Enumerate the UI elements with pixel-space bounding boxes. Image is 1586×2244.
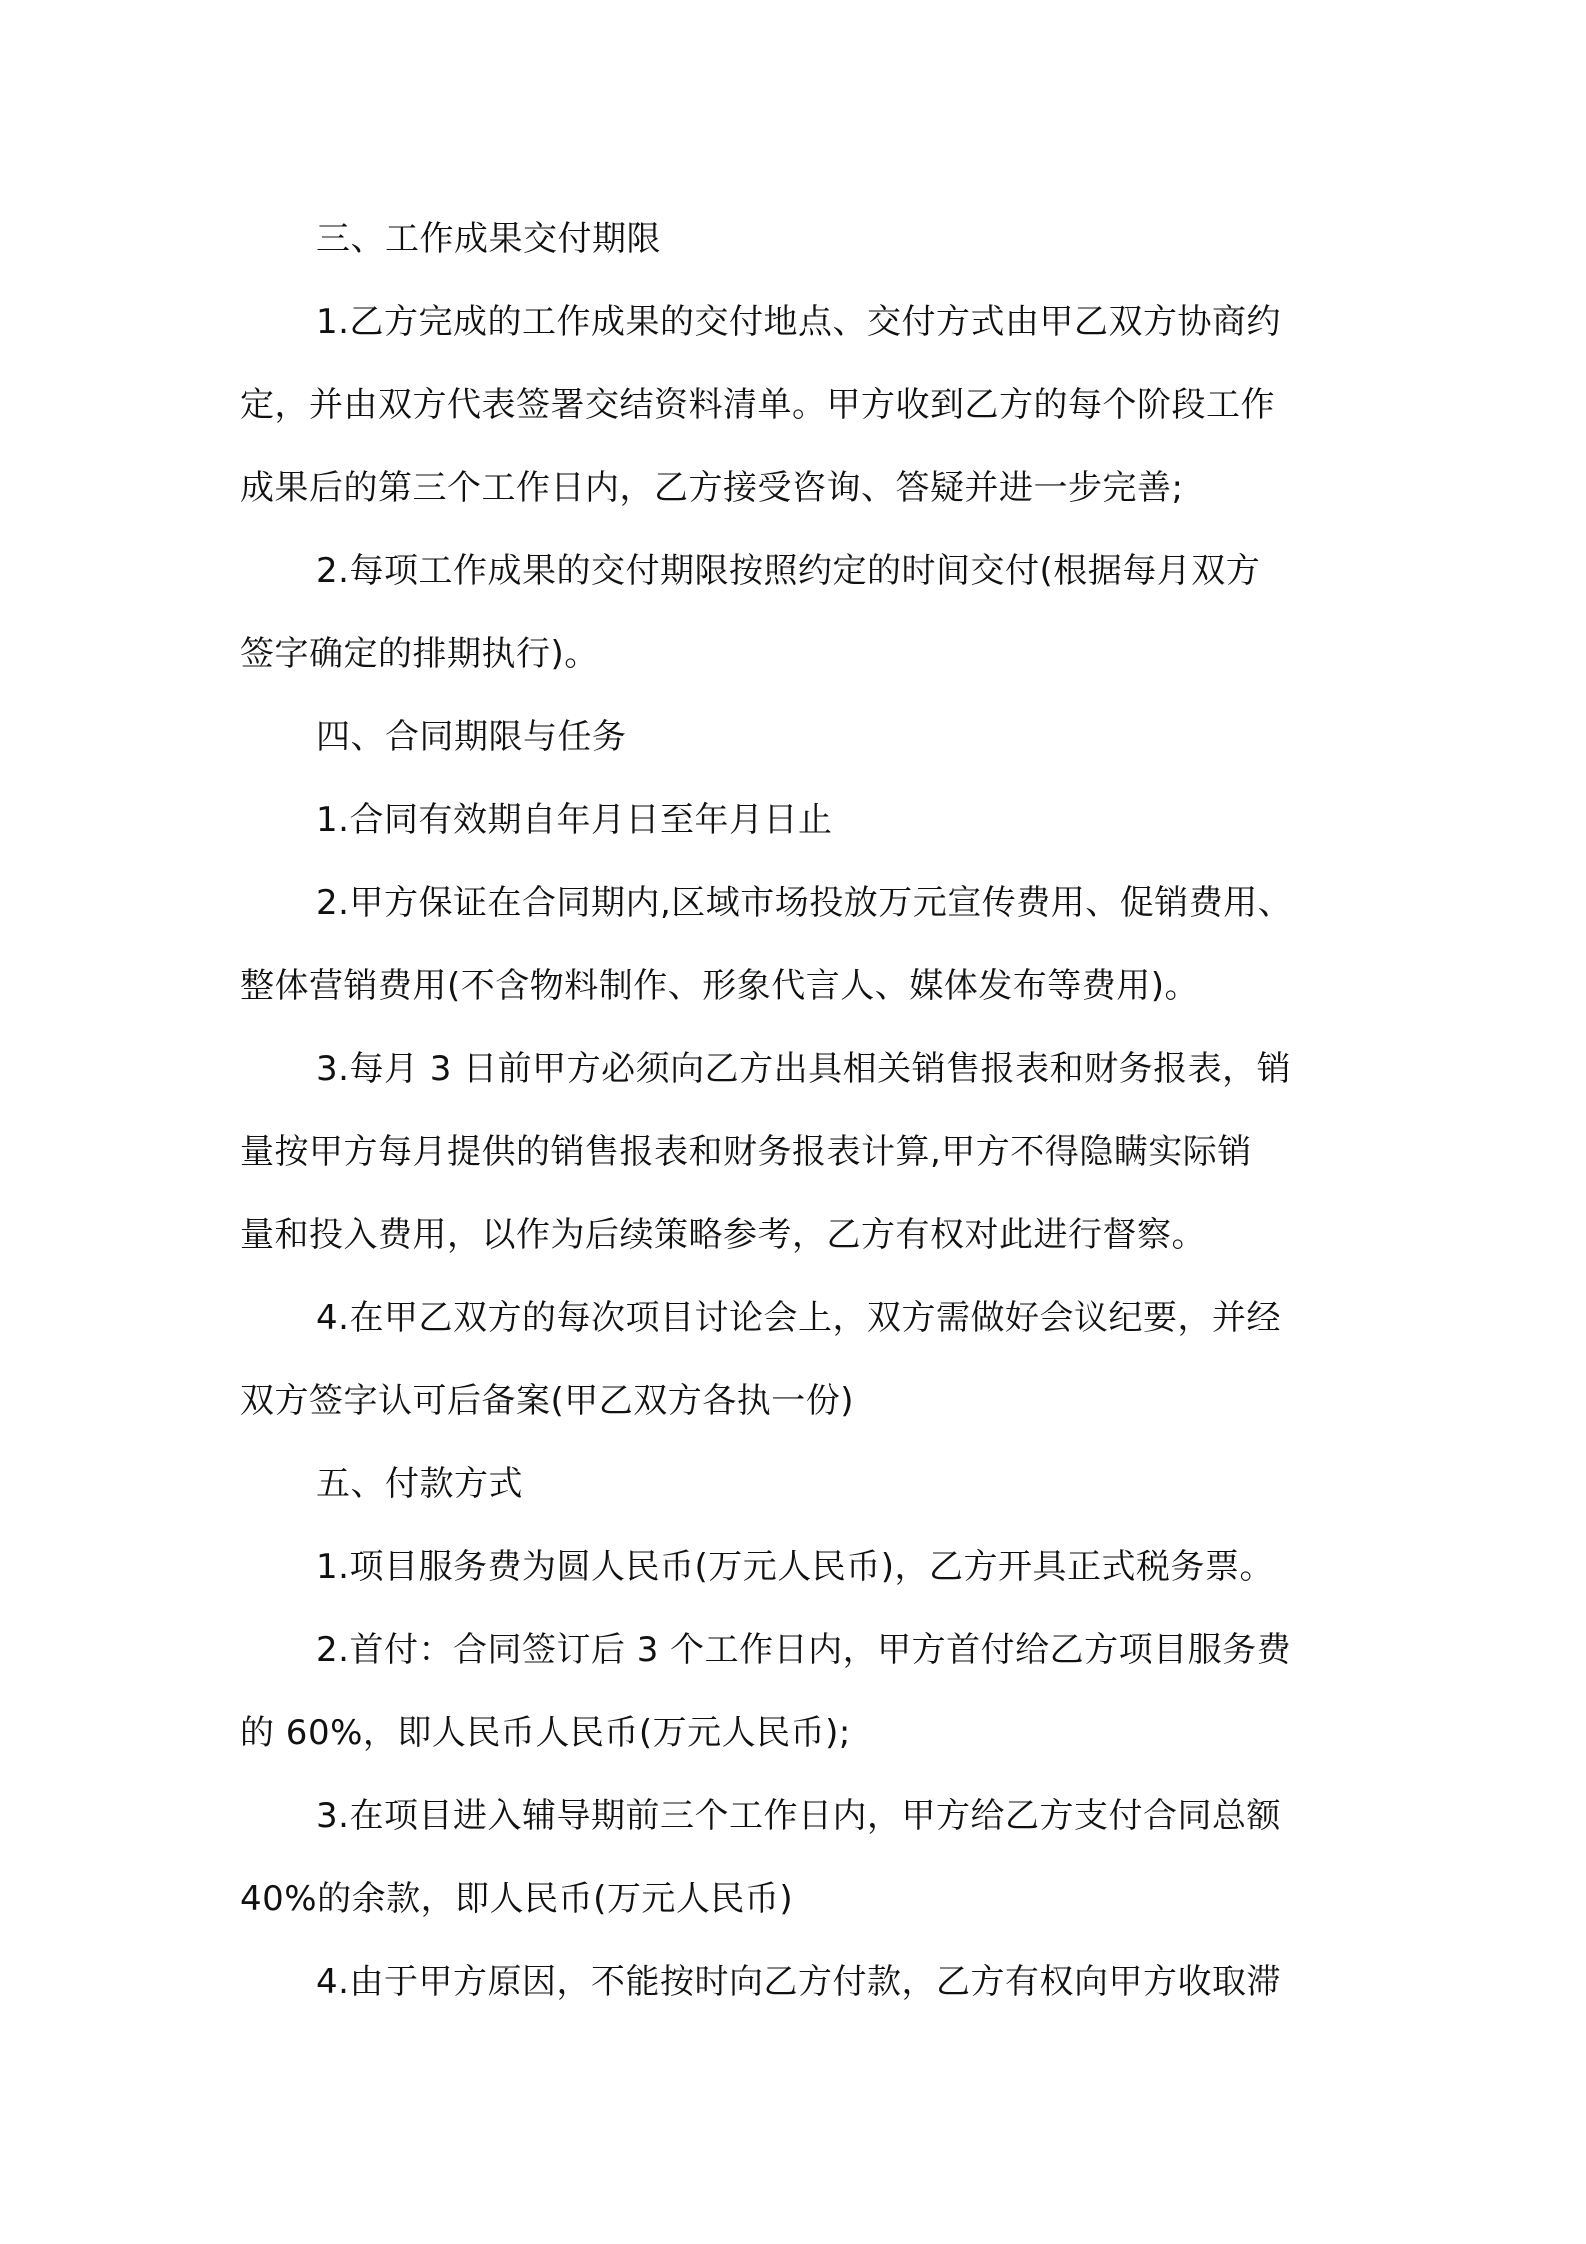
document-text-line: 定，并由双方代表签署交结资料清单。甲方收到乙方的每个阶段工作 [240,385,1275,425]
document-text-line: 1.乙方完成的工作成果的交付地点、交付方式由甲乙双方协商约 [316,302,1281,342]
document-text-line: 量和投入费用，以作为后续策略参考，乙方有权对此进行督察。 [240,1215,1206,1255]
document-text-line: 四、合同期限与任务 [316,717,627,757]
document-text-line: 1.合同有效期自年月日至年月日止 [316,800,833,840]
document-text-line: 2.甲方保证在合同期内,区域市场投放万元宣传费用、促销费用、 [316,883,1293,923]
document-text-line: 五、付款方式 [316,1464,523,1504]
document-text-line: 三、工作成果交付期限 [316,219,661,259]
document-text-line: 成果后的第三个工作日内，乙方接受咨询、答疑并进一步完善; [240,468,1184,508]
document-body [240,198,1356,2024]
document-text-line: 双方签字认可后备案(甲乙双方各执一份) [240,1381,855,1421]
document-text-line: 4.在甲乙双方的每次项目讨论会上，双方需做好会议纪要，并经 [316,1298,1281,1338]
document-text-line: 量按甲方每月提供的销售报表和财务报表计算,甲方不得隐瞒实际销 [240,1132,1252,1172]
document-text-line: 签字确定的排期执行)。 [240,634,599,674]
document-text-line: 3.每月 3 日前甲方必须向乙方出具相关销售报表和财务报表，销 [316,1049,1292,1089]
document-text-line: 的 60%，即人民币人民币(万元人民币); [240,1713,851,1753]
document-text-line: 40%的余款，即人民币(万元人民币) [240,1879,794,1919]
document-text-line: 4.由于甲方原因，不能按时向乙方付款，乙方有权向甲方收取滞 [316,1962,1281,2002]
document-text-line: 2.每项工作成果的交付期限按照约定的时间交付(根据每月双方 [316,551,1261,591]
document-text-line: 1.项目服务费为圆人民币(万元人民币)，乙方开具正式税务票。 [316,1547,1274,1587]
document-text-line: 2.首付：合同签订后 3 个工作日内，甲方首付给乙方项目服务费 [316,1630,1292,1670]
document-text-line: 3.在项目进入辅导期前三个工作日内，甲方给乙方支付合同总额 [316,1796,1281,1836]
document-text-line: 整体营销费用(不含物料制作、形象代言人、媒体发布等费用)。 [240,966,1200,1006]
